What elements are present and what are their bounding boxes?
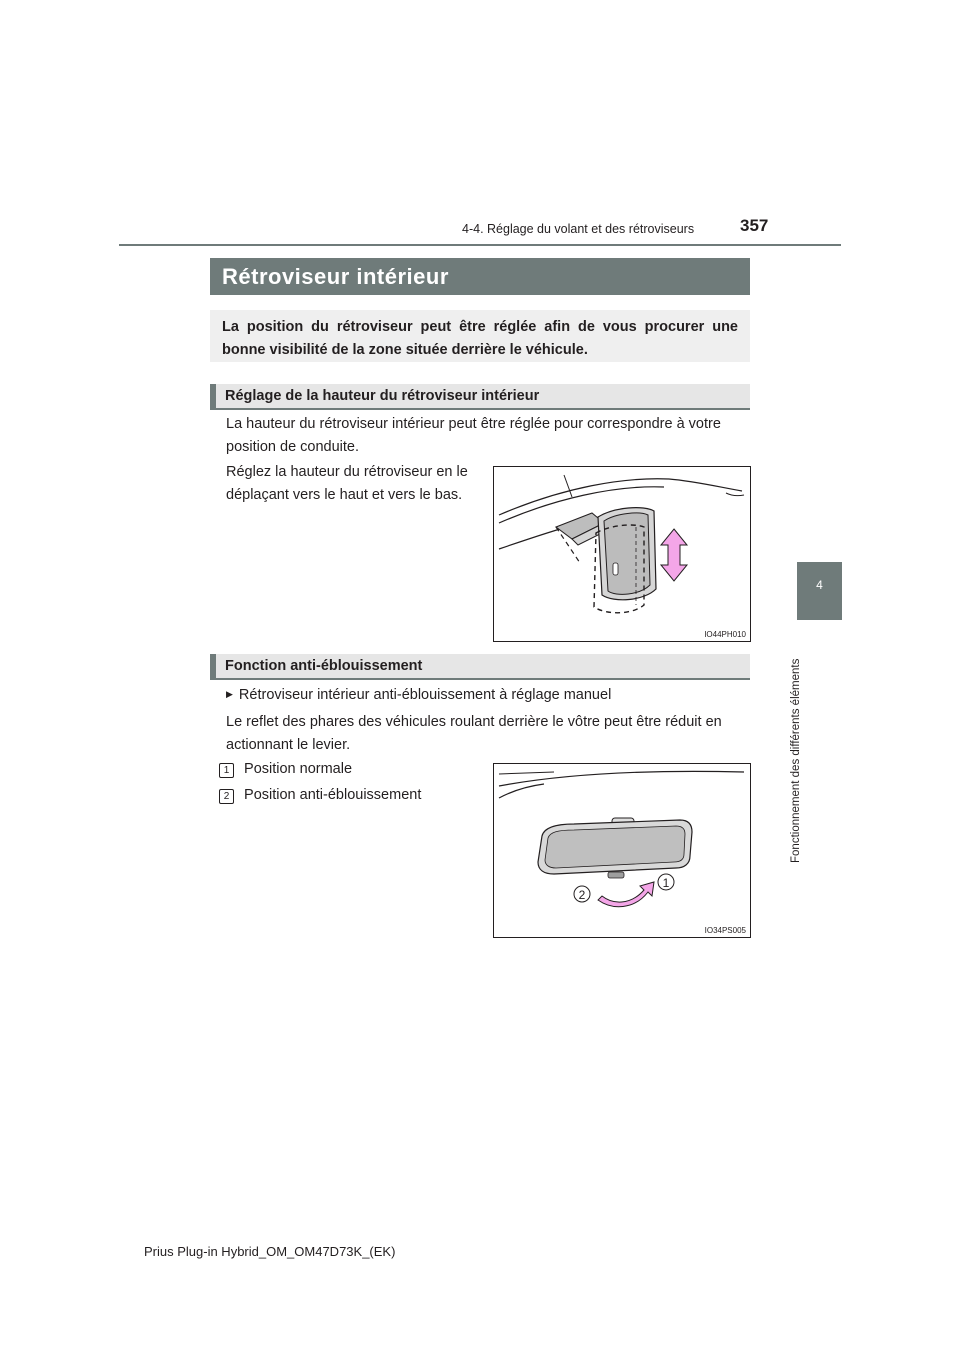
height-section-heading-bar xyxy=(210,384,750,410)
position-item-label: Position anti-éblouissement xyxy=(244,787,422,803)
height-instruction xyxy=(226,461,496,507)
mirror-anti-glare-illustration xyxy=(494,764,750,937)
callout-1-label: 1 xyxy=(662,876,670,890)
position-list xyxy=(219,758,479,807)
page-title: Rétroviseur intérieur xyxy=(222,264,449,289)
height-adjust-figure xyxy=(493,466,751,642)
height-instruction-line2: déplaçant vers le haut et vers le bas. xyxy=(226,487,463,503)
callout-2-label: 2 xyxy=(578,888,586,902)
intro-box xyxy=(210,310,750,362)
chapter-title-text: Fonctionnement des différents éléments xyxy=(790,658,802,863)
anti-glare-description-line1: Le reflet des phares des véhicules roulant derrière le vôtre peut être réduit en xyxy=(226,714,722,730)
anti-glare-figure xyxy=(493,763,751,938)
anti-glare-heading-bar xyxy=(210,654,750,680)
position-item-label: Position normale xyxy=(244,761,353,777)
anti-glare-description-line2: actionnant le levier. xyxy=(226,737,351,753)
anti-glare-bullet-text: Rétroviseur intérieur anti-éblouissement à réglage manuel xyxy=(238,687,612,703)
anti-glare-figure-code: IO34PS005 xyxy=(704,926,746,935)
document-footer: Prius Plug-in Hybrid_OM_OM47D73K_(EK) xyxy=(144,1244,396,1259)
anti-glare-description xyxy=(226,711,756,757)
page-title-bar xyxy=(210,258,750,295)
chapter-tab[interactable]: 4 xyxy=(797,562,842,620)
chapter-title xyxy=(786,623,806,863)
height-instruction-line1: Réglez la hauteur du rétroviseur en le xyxy=(226,464,468,480)
header-divider xyxy=(119,244,841,246)
anti-glare-bullet xyxy=(226,683,756,707)
mirror-height-illustration xyxy=(494,467,750,641)
height-section-heading: Réglage de la hauteur du rétroviseur intérieur xyxy=(225,388,540,404)
position-item-number: 2 xyxy=(219,789,234,804)
height-description-line2: position de conduite. xyxy=(226,439,360,455)
triangle-bullet-icon: ▶ xyxy=(226,689,233,699)
position-item xyxy=(219,758,479,781)
height-description-line1: La hauteur du rétroviseur intérieur peut être réglée pour correspondre à votre xyxy=(226,416,721,432)
intro-text: La position du rétroviseur peut être réglée afin de vous procurer une bonne visibilité de la zone située derrière le véhicule. xyxy=(222,319,738,358)
section-header: 4-4. Réglage du volant et des rétroviseurs xyxy=(462,222,695,236)
position-item-number: 1 xyxy=(219,763,234,778)
anti-glare-heading: Fonction anti-éblouissement xyxy=(225,658,423,674)
height-description xyxy=(226,413,756,459)
position-item xyxy=(219,784,479,807)
page-number: 357 xyxy=(740,216,769,235)
height-figure-code: IO44PH010 xyxy=(704,630,746,639)
